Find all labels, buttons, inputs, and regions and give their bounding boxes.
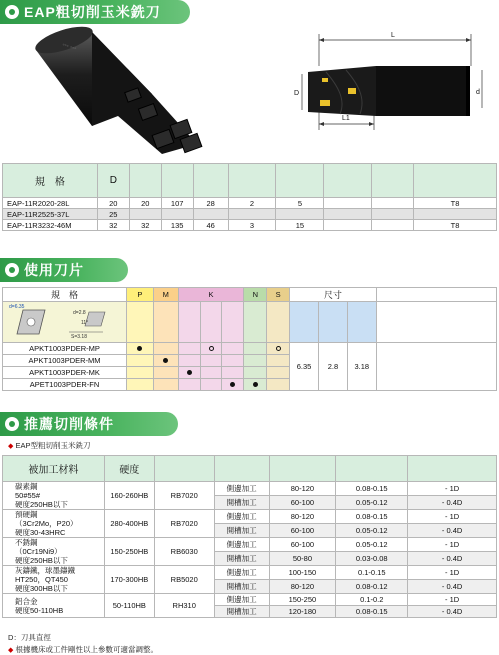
banner-dot-icon: [5, 263, 19, 277]
svg-text:d=2.8: d=2.8: [73, 310, 86, 316]
table-row: EAP-11R3232-46M 32 32 135 46 3 15 T8: [3, 220, 497, 231]
banner-title: 使用刀片: [24, 262, 84, 278]
banner-title: 推薦切削條件: [24, 416, 114, 432]
table-row: 開槽加工 60-100 0.05-0.12 - 0.4D: [3, 496, 497, 510]
svg-text:d=6.35: d=6.35: [9, 304, 25, 310]
spec-table: [2, 163, 497, 231]
svg-text:11°: 11°: [81, 320, 89, 326]
insert-header-M: M: [153, 288, 178, 302]
svg-text:◦◦◦ ◦◦◦: ◦◦◦ ◦◦◦: [61, 42, 77, 53]
recommended-dot-icon: [187, 370, 192, 375]
section-banner-cutting: [0, 412, 499, 436]
cut-subtitle: ◆ EAP型粗切削玉米銑刀: [8, 441, 91, 450]
spec-header-model: 規 格: [3, 164, 98, 198]
table-row: 開槽加工 60-100 0.05-0.12 - 0.4D: [3, 524, 497, 538]
section-banner-inserts: [0, 258, 499, 282]
table-row: 鋁合金 硬度50-110HB 50-110HB RH310 側邊加工 150-250 0.1-0.2 - 1D: [3, 594, 497, 606]
drawing-label-d: d: [476, 89, 480, 96]
usable-circle-icon: [276, 346, 281, 351]
svg-text:S=3.18: S=3.18: [71, 334, 87, 340]
drawing-label-L: L: [391, 32, 395, 39]
table-row: 碳素鋼 50#55# 硬度250HB以下 160-260HB RB7020 側邊加工 80-120 0.08-0.15 - 1D: [3, 482, 497, 496]
cut-header-material: 被加工材料: [3, 456, 105, 482]
section-banner-title: [0, 0, 499, 24]
table-row: APET1003PDER-FN: [3, 379, 497, 391]
table-row: APKT1003PDER-MK: [3, 367, 497, 379]
table-row: EAP-11R2525-37L 25: [3, 209, 497, 220]
insert-header-N: N: [244, 288, 267, 302]
table-row: 灰鑄鐵，球墨鑄鐵 HT250，QT450 硬度300HB以下 170-300HB RB5020 側邊加工 100-150 0.1-0.15 - 1D: [3, 566, 497, 580]
note-diameter: D：刀具直徑: [8, 633, 51, 642]
recommended-dot-icon: [163, 358, 168, 363]
table-row: EAP-11R2020-28L 20 20 107 28 2 5 T8: [3, 198, 497, 209]
table-row: APKT1003PDER-MP 6.35 2.8 3.18: [3, 343, 497, 355]
drawing-label-L1: L1: [342, 115, 350, 122]
technical-drawing: [286, 26, 491, 150]
drawing-label-D: D: [294, 90, 300, 97]
cut-header-hardness: 硬度: [104, 456, 154, 482]
recommended-dot-icon: [253, 382, 258, 387]
usable-circle-icon: [209, 346, 214, 351]
table-row: 開槽加工 80-120 0.08-0.12 - 0.4D: [3, 580, 497, 594]
spec-header-D: D: [97, 164, 129, 198]
end-mill-photo: [22, 26, 252, 158]
table-row: APKT1003PDER-MM: [3, 355, 497, 367]
red-diamond-icon: ◆: [8, 647, 14, 654]
insert-header-spec: 規 格: [3, 288, 127, 302]
recommended-dot-icon: [230, 382, 235, 387]
table-row: 開槽加工 120-180 0.08-0.15 - 0.4D: [3, 606, 497, 618]
recommended-dot-icon: [137, 346, 142, 351]
table-row: 預硬鋼 （3Cr2Mo，P20） 硬度30-43HRC 280-400HB RB7020 側邊加工 80-120 0.08-0.15 - 1D: [3, 510, 497, 524]
insert-sketch: [3, 302, 126, 340]
table-row: 不銹鋼 （0Cr19Ni9） 硬度250HB以下 150-250HB RB6030 側邊加工 60-100 0.05-0.12 - 1D: [3, 538, 497, 552]
cutting-conditions-table: [2, 455, 497, 618]
banner-title: EAP粗切削玉米銑刀: [24, 4, 161, 20]
insert-sketch-cell: [3, 302, 127, 343]
insert-header-K: K: [178, 288, 244, 302]
insert-table: [2, 287, 497, 391]
table-row: 開槽加工 50-80 0.03-0.08 - 0.4D: [3, 552, 497, 566]
red-diamond-icon: ◆: [8, 443, 14, 450]
banner-dot-icon: [5, 5, 19, 19]
insert-header-S: S: [267, 288, 290, 302]
banner-dot-icon: [5, 417, 19, 431]
note-adjust: ◆ 根據機床或工件剛性以上參數可適當調整。: [8, 645, 158, 654]
insert-header-size: 尺寸: [290, 288, 377, 302]
insert-header-P: P: [127, 288, 154, 302]
